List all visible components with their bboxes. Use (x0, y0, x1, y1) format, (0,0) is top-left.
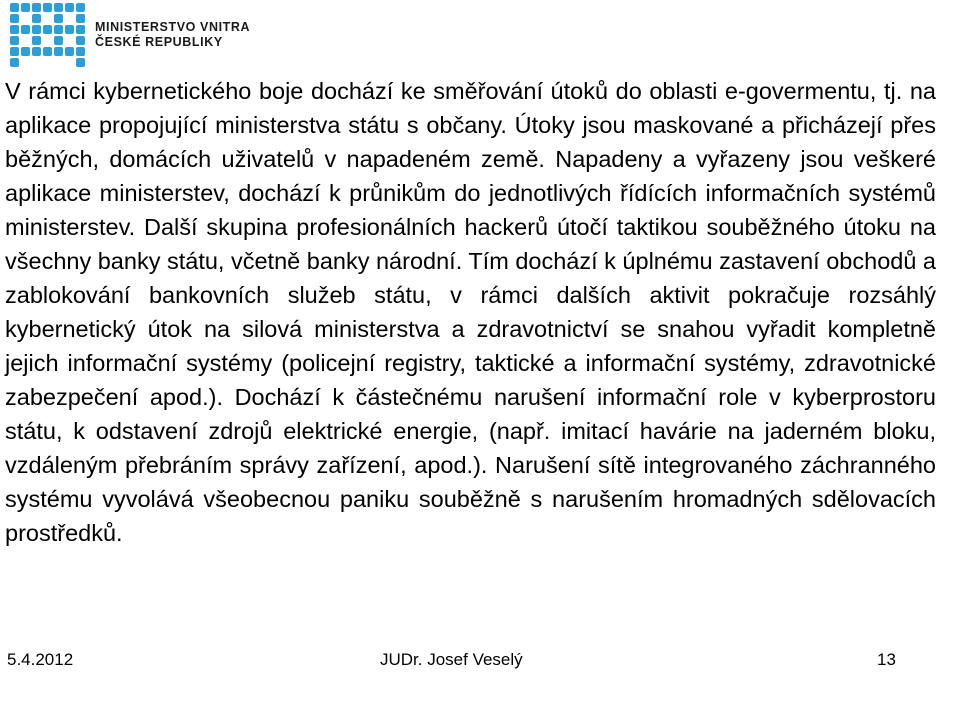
footer-page-number: 13 (877, 650, 896, 669)
ministry-logo (10, 6, 250, 64)
logo-text (95, 20, 250, 50)
footer-date: 5.4.2012 (7, 650, 74, 669)
footer-author: JUDr. Josef Veselý (380, 650, 523, 669)
ministry-logo-dots-icon (10, 3, 85, 67)
slide-body-text: V rámci kybernetického boje dochází ke směřování útoků do oblasti e-govermentu, tj. na aplikace propojující ministerstva státu s občany. Útoky jsou maskované a přicházejí přes běžných, domácích uživatelů v napadeném země. Napadeny a vyřazeny jsou veškeré aplikace ministerstev, dochází k průnikům do jednotlivých řídících informačních systémů ministerstev. Další skupina profesionálních hackerů útočí taktikou souběžného útoku na všechny banky státu, včetně banky národní. Tím dochází k úplnému zastavení obchodů a zablokování bankovních služeb státu, v rámci dalších aktivit pokračuje rozsáhlý kybernetický útok na silová ministerstva a zdravotnictví se snahou vyřadit kompletně jejich informační systémy (policejní registry, taktické a informační systémy, zdravotnické zabezpečení apod.). Dochází k částečnému narušení informační role v kyberprostoru státu, k odstavení zdrojů elektrické energie, (např. imitací havárie na jaderném bloku, vzdáleným přebráním správy zařízení, apod.). Narušení sítě integrovaného záchranného systému vyvolává všeobecnou paniku souběžně s narušením hromadných sdělovacích prostředků. (5, 78, 936, 546)
logo-line-1: MINISTERSTVO VNITRA (95, 20, 251, 34)
logo-line-2: ČESKÉ REPUBLIKY (95, 35, 223, 49)
